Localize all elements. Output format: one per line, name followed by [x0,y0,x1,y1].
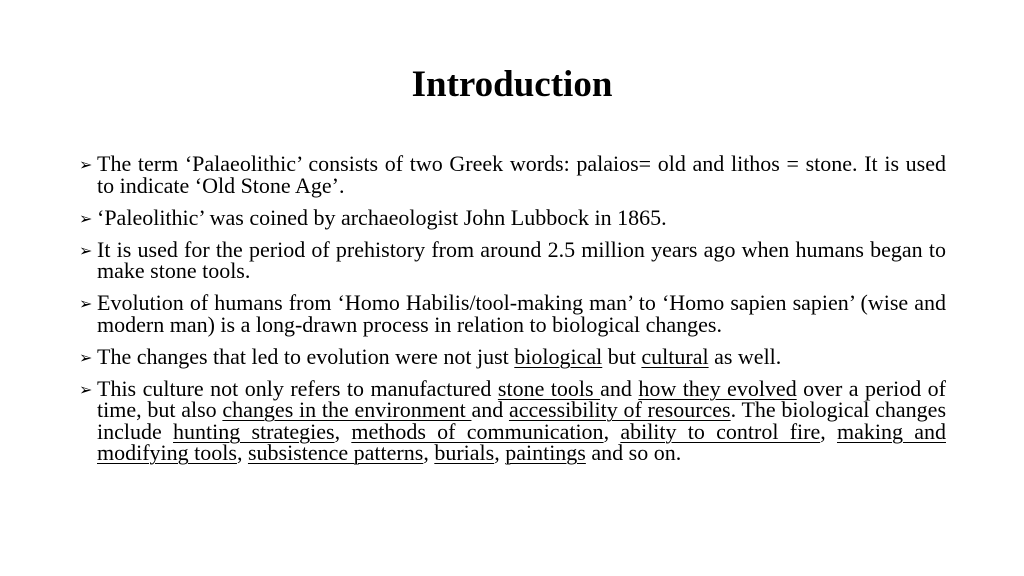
bullet-item [79,153,946,196]
arrow-bullet-icon: ➢ [79,155,93,174]
bullet-text: ‘Paleolithic’ was coined by archaeologist John Lubbock in 1865. [97,204,667,230]
underlined-term: cultural [641,343,709,369]
bullet-text: as well. [708,343,782,369]
arrow-bullet-icon: ➢ [79,208,93,228]
underlined-term: how they evolved [638,375,797,401]
bullet-text: and [600,375,639,401]
arrow-bullet-icon: ➢ [79,379,93,399]
bullet-text: over a period of time, but also [97,375,947,422]
bullet-text: and so on. [585,440,682,465]
arrow-bullet-icon: ➢ [79,294,93,313]
underlined-term: paintings [505,440,586,465]
bullet-item [79,343,946,369]
bullet-text: and [471,397,509,422]
bullet-item [79,204,946,230]
underlined-term: accessibility of resources [508,397,731,422]
underlined-term: burials [434,440,495,465]
underlined-term: subsistence patterns [247,440,424,465]
bullet-text: , [423,440,435,465]
arrow-bullet-icon: ➢ [79,240,93,260]
underlined-term: hunting strategies [173,418,335,444]
bullet-item [79,236,946,283]
bullet-text: The changes that led to evolution were not just [97,343,515,369]
underlined-term: making and modifying tools [97,418,946,465]
underlined-term: biological [514,343,603,369]
bullet-text: This culture not only refers to manufactured [97,375,498,401]
bullet-text: Evolution of humans from ‘Homo Habilis/tool-making man’ to ‘Homo sapien sapien’ (wise and modern man) is a long-drawn process in relation to biological changes. [97,290,946,337]
bullet-text: but [602,343,642,369]
slide-title: Introduction [411,64,613,105]
bullet-text: , [334,418,352,444]
bullet-list [79,153,946,464]
bullet-text: . The biological changes include [97,397,946,444]
bullet-text: , [494,440,506,465]
bullet-text: , [603,418,621,444]
bullet-text: The term ‘Palaeolithic’ consists of two Greek words: palaios= old and lithos = stone. It is used to indicate ‘Old Stone Age’. [97,151,946,198]
arrow-bullet-icon: ➢ [79,347,93,367]
bullet-item [79,292,946,335]
bullet-text: , [820,418,837,444]
bullet-text: , [236,440,248,465]
bullet-text: It is used for the period of prehistory from around 2.5 million years ago when humans began to make stone tools. [97,236,946,283]
underlined-term: changes in the environment [222,397,472,422]
underlined-term: methods of communication [351,418,604,444]
underlined-term: stone tools [497,375,601,401]
bullet-item [79,375,947,465]
underlined-term: ability to control fire [620,418,821,444]
